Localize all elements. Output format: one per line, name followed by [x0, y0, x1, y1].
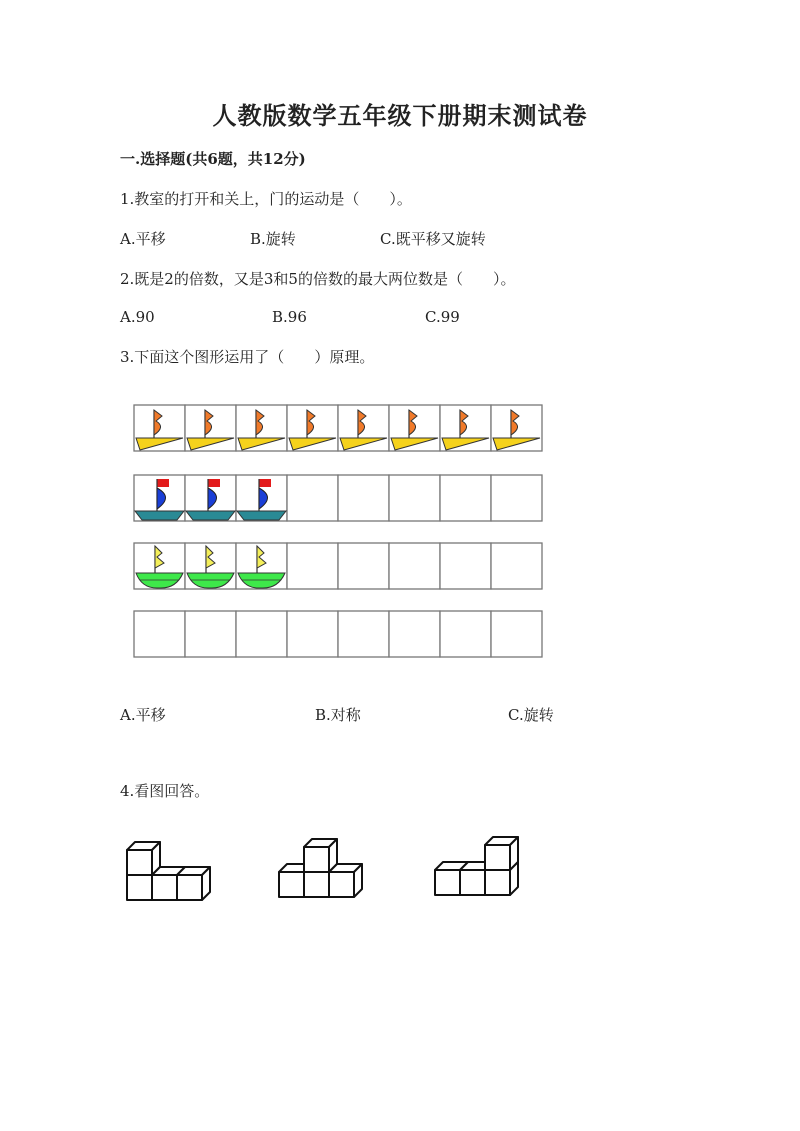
section-heading: 一.选择题(共6题，共12分): [120, 150, 306, 168]
cube-figure-2: [279, 839, 362, 897]
q1-option-b[interactable]: B.旋转: [250, 230, 296, 248]
q1-option-a[interactable]: A.平移: [120, 230, 166, 248]
cube-figure-1: [127, 842, 210, 900]
question-4: 4.看图回答。: [120, 782, 210, 800]
question-1: 1.教室的打开和关上，门的运动是（ ）。: [120, 190, 412, 208]
page-title: 人教版数学五年级下册期末测试卷: [212, 101, 588, 130]
q3-option-b[interactable]: B.对称: [315, 706, 361, 724]
cube-figure-3: [435, 837, 518, 895]
question-2: 2.既是2的倍数，又是3和5的倍数的最大两位数是（ ）。: [120, 270, 516, 288]
q2-option-a[interactable]: A.90: [120, 308, 155, 326]
question-3: 3.下面这个图形运用了（ ）原理。: [120, 348, 375, 366]
q3-option-c[interactable]: C.旋转: [508, 706, 554, 724]
q2-option-b[interactable]: B.96: [272, 308, 307, 326]
q2-option-c[interactable]: C.99: [425, 308, 460, 326]
q3-option-a[interactable]: A.平移: [120, 706, 166, 724]
q1-option-c[interactable]: C.既平移又旋转: [380, 230, 486, 248]
